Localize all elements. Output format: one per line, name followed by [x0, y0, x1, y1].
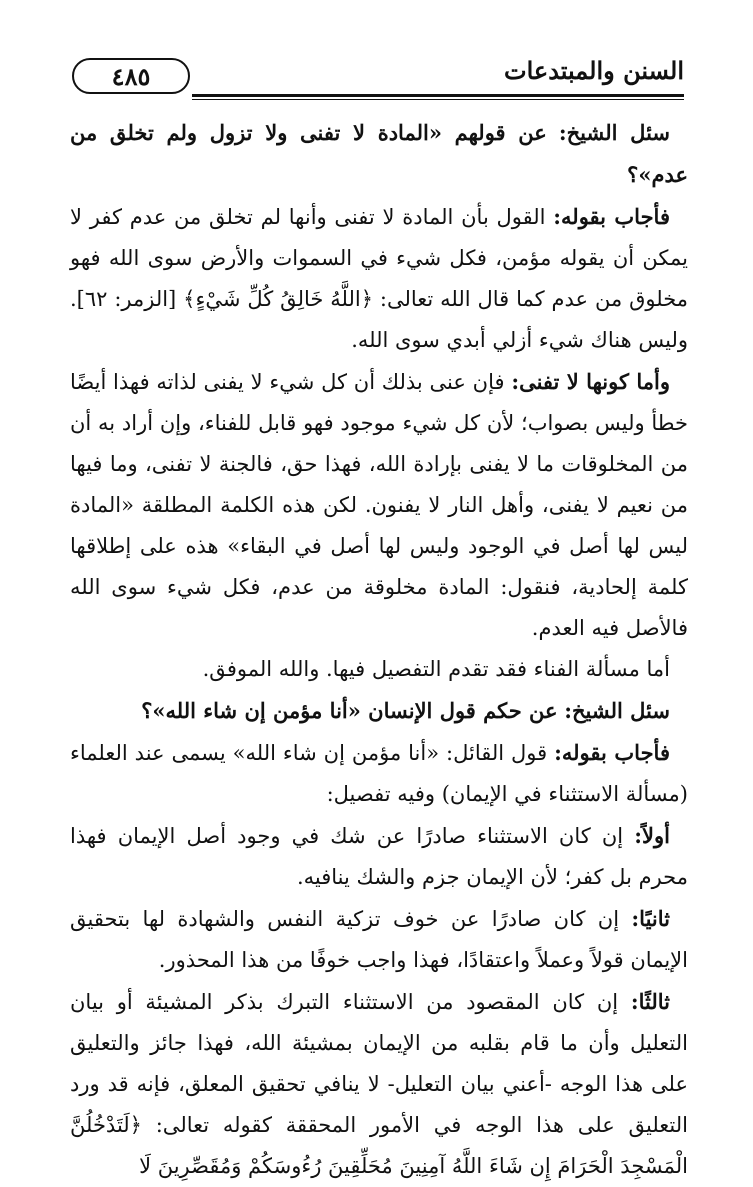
paragraph-answer-2: [70, 361, 688, 649]
paragraph-text: فإن عنى بذلك أن كل شيء لا يفنى لذاته فهذا أيضًا خطأ وليس بصواب؛ لأن كل شيء موجود فهو قابل للفناء، وإن أراد به أن من المخلوقات ما لا يفنى بإرادة الله، فهذا حق، فالجنة لا تفنى، وما فيها من نعيم لا يفنى، وأهل النار لا يفنون. لكن هذه الكلمة المطلقة «المادة ليس لها أصل في الوجود وليس لها أصل في البقاء» هذه على إطلاقها كلمة إلحادية، فنقول: المادة مخلوقة من عدم، فكل شيء سوى الله فالأصل فيه العدم.: [70, 370, 688, 640]
paragraph-lead: فأجاب بقوله:: [554, 740, 670, 765]
header-rule-thick: [192, 94, 684, 97]
paragraph-lead: سئل الشيخ:: [564, 698, 670, 723]
paragraph-answer-1: [70, 196, 688, 361]
paragraph-point-second: [70, 898, 688, 981]
paragraph-point-first: [70, 815, 688, 898]
page-number: ٤٨٥: [111, 61, 151, 91]
paragraph-lead: فأجاب بقوله:: [553, 204, 670, 229]
paragraph-closing-note: [70, 649, 688, 690]
paragraph-text: عن حكم قول الإنسان «أنا مؤمن إن شاء الله»؟: [141, 698, 558, 723]
paragraph-text: إن كان الاستثناء صادرًا عن شك في وجود أصل الإيمان فهذا محرم بل كفر؛ لأن الإيمان جزم والشك ينافيه.: [70, 824, 688, 889]
paragraph-lead: وأما كونها لا تفنى:: [511, 369, 670, 394]
paragraph-text: إن كان المقصود من الاستثناء التبرك بذكر المشيئة أو بيان التعليل وأن ما قام بقلبه من الإيمان بمشيئة الله، فهذا جائز والتعليق على هذا الوجه -أعني بيان التعليل- لا ينافي تحقيق المعلق، فإنه قد ورد التعليق على هذا الوجه في الأمور المحققة كقوله تعالى: ﴿لَتَدْخُلُنَّ الْمَسْجِدَ الْحَرَامَ إِن شَاءَ اللَّهُ آمِنِينَ مُحَلِّقِينَ رُءُوسَكُمْ وَمُقَصِّرِينَ لَا: [70, 990, 688, 1178]
header-rule-thin: [192, 99, 684, 100]
paragraph-text: القول بأن المادة لا تفنى وأنها لم تخلق من عدم كفر لا يمكن أن يقوله مؤمن، فكل شيء في السموات والأرض سوى الله فهو مخلوق من عدم كما قال الله تعالى: ﴿اللَّهُ خَالِقُ كُلِّ شَيْءٍ﴾ [الزمر: ٦٢]. وليس هناك شيء أزلي أبدي سوى الله.: [70, 205, 688, 352]
paragraph-point-third: [70, 981, 688, 1187]
paragraph-lead: ثالثًا:: [630, 989, 670, 1014]
paragraph-question-2: [70, 690, 688, 732]
paragraph-lead: أولاً:: [634, 823, 670, 848]
paragraph-text: أما مسألة الفناء فقد تقدم التفصيل فيها. والله الموفق.: [202, 657, 670, 681]
page-body: [70, 112, 688, 1178]
page-number-badge: [72, 58, 190, 94]
paragraph-text: عن قولهم «المادة لا تفنى ولا تزول ولم تخلق من عدم»؟: [70, 120, 688, 187]
paragraph-question-1: [70, 112, 688, 196]
paragraph-lead: ثانيًا:: [631, 906, 670, 931]
running-title: السنن والمبتدعات: [503, 56, 684, 85]
paragraph-lead: سئل الشيخ:: [558, 120, 670, 145]
paragraph-answer-3: [70, 732, 688, 815]
paragraph-text: قول القائل: «أنا مؤمن إن شاء الله» يسمى عند العلماء (مسألة الاستثناء في الإيمان) وفيه تفصيل:: [70, 741, 688, 806]
paragraph-text: إن كان صادرًا عن خوف تزكية النفس والشهادة لها بتحقيق الإيمان قولاً وعملاً واعتقادًا، فهذا واجب خوفًا من هذا المحذور.: [70, 907, 688, 972]
page-header: [72, 52, 684, 102]
